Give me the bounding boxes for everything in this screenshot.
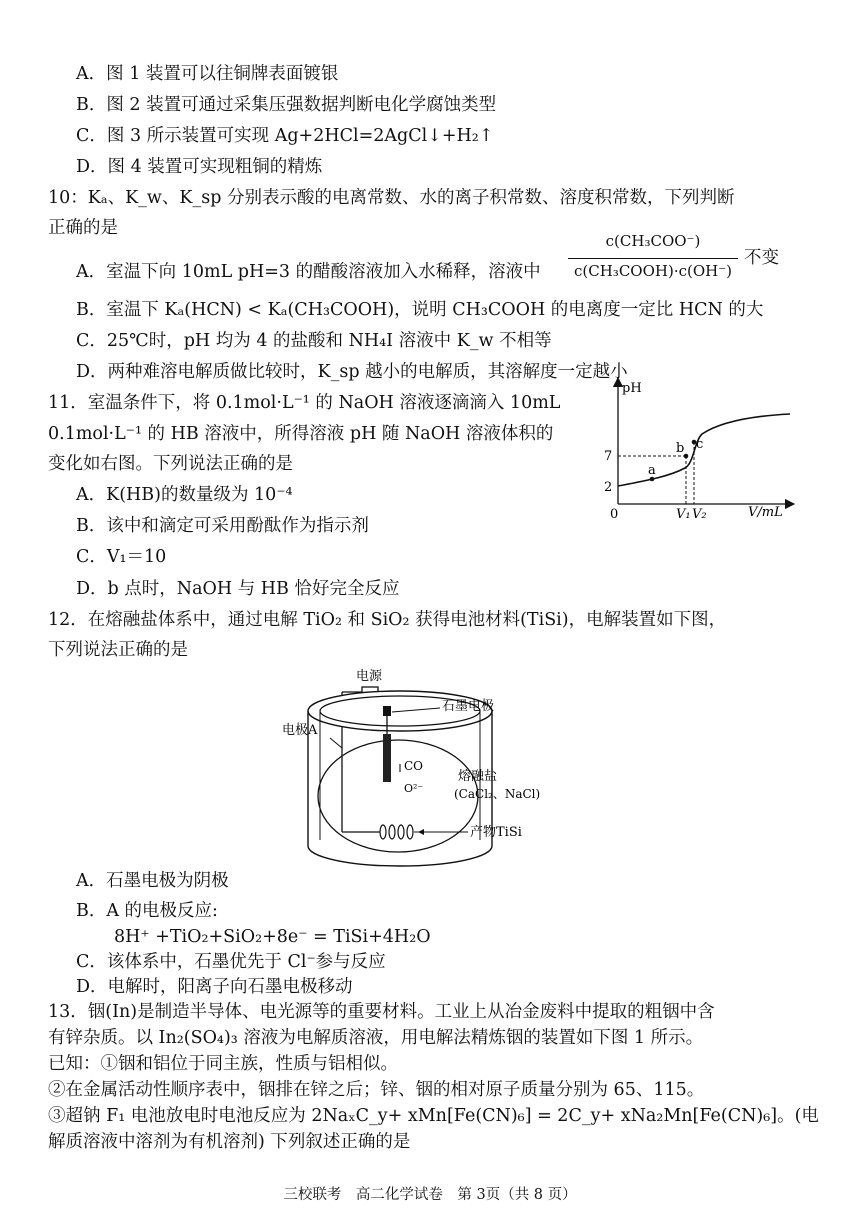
q9-option-b: B．图 2 装置可通过采集压强数据判断电化学腐蚀类型 bbox=[76, 95, 497, 115]
q11-stem-line1: 11．室温条件下，将 0.1mol·L⁻¹ 的 NaOH 溶液逐滴滴入 10mL bbox=[48, 393, 561, 413]
graph-point-c-label: c bbox=[696, 437, 704, 452]
graph-y-label: pH bbox=[622, 381, 642, 396]
q12-option-a: A．石墨电极为阴极 bbox=[76, 871, 229, 891]
q10-option-c: C．25℃时，pH 均为 4 的盐酸和 NH₄I 溶液中 K_w 不相等 bbox=[76, 331, 552, 351]
q10-stem-line2: 正确的是 bbox=[48, 218, 118, 238]
q12-option-b: B．A 的电极反应: bbox=[76, 901, 218, 921]
point-b bbox=[684, 454, 689, 459]
q13-line2: 有锌杂质。以 In₂(SO₄)₃ 溶液为电解质溶液，用电解法精炼铟的装置如下图 1 所示。 bbox=[48, 1028, 704, 1048]
q12-stem-line1: 12．在熔融盐体系中，通过电解 TiO₂ 和 SiO₂ 获得电池材料(TiSi)，电解装置如下图， bbox=[48, 610, 727, 630]
graphite-electrode-rod bbox=[383, 734, 391, 782]
q10-fraction-numerator: c(CH₃COO⁻) bbox=[605, 232, 701, 250]
q9-option-c: C．图 3 所示装置可实现 Ag+2HCl=2AgCl↓+H₂↑ bbox=[76, 126, 494, 146]
ph-curve bbox=[618, 414, 790, 486]
graph-x-label: V/mL bbox=[748, 505, 783, 520]
q11-option-b: B．该中和滴定可采用酚酞作为指示剂 bbox=[76, 516, 369, 536]
molten-salt-composition: (CaCl₂、NaCl) bbox=[454, 787, 541, 801]
graphite-electrode-top bbox=[383, 706, 391, 716]
graph-tick-2: 2 bbox=[604, 480, 613, 495]
graph-v2-label: V₂ bbox=[692, 507, 707, 522]
q11-option-c: C．V₁＝10 bbox=[76, 547, 167, 567]
q11-option-d: D．b 点时，NaOH 与 HB 恰好完全反应 bbox=[76, 579, 400, 599]
graph-tick-7: 7 bbox=[604, 449, 613, 464]
q10-stem-line1: 10：Kₐ、K_w、K_sp 分别表示酸的电离常数、水的离子积常数、溶度积常数，下列判断 bbox=[48, 188, 735, 208]
q10-option-a-tail: 不变 bbox=[744, 248, 779, 268]
q13-line3: 已知：①铟和铝位于同主族，性质与铝相似。 bbox=[48, 1054, 398, 1074]
electrolysis-apparatus-diagram bbox=[280, 668, 600, 878]
q13-line5: ③超钠 F₁ 电池放电时电池反应为 2NaₓC_y+ xMn[Fe(CN)₆] = 2C_y+ xNa₂Mn[Fe(CN)₆]。(电 bbox=[48, 1106, 819, 1126]
q11-stem-line2: 0.1mol·L⁻¹ 的 HB 溶液中，所得溶液 pH 随 NaOH 溶液体积的 bbox=[48, 424, 554, 444]
product-tisi-coil bbox=[407, 825, 413, 839]
q10-option-d: D．两种难溶电解质做比较时，K_sp 越小的电解质，其溶解度一定越小 bbox=[76, 362, 628, 382]
graph-origin: 0 bbox=[610, 507, 619, 522]
titration-curve-graph bbox=[590, 372, 800, 522]
graphite-electrode-label: 石墨电极 bbox=[442, 699, 495, 714]
graph-v1-label: V₁ bbox=[676, 507, 691, 522]
q9-option-d: D．图 4 装置可实现粗铜的精炼 bbox=[76, 157, 323, 177]
q10-option-b: B．室温下 Kₐ(HCN) < Kₐ(CH₃COOH)，说明 CH₃COOH 的电离度一定比 HCN 的大 bbox=[76, 300, 764, 320]
power-label: 电源 bbox=[356, 669, 383, 684]
o2-ion-label: O²⁻ bbox=[404, 782, 424, 795]
q12-option-d: D．电解时，阳离子向石墨电极移动 bbox=[76, 977, 353, 997]
graph-point-b-label: b bbox=[676, 441, 685, 456]
q10-option-a: A．室温下向 10mL pH=3 的醋酸溶液加入水稀释，溶液中 bbox=[76, 262, 541, 282]
q10-fraction-denominator: c(CH₃COOH)·c(OH⁻) bbox=[574, 262, 732, 280]
product-label: 产物TiSi bbox=[470, 825, 522, 840]
q12-option-b-equation: 8H⁺ +TiO₂+SiO₂+8e⁻ = TiSi+4H₂O bbox=[114, 927, 431, 947]
q11-option-a: A．K(HB)的数量级为 10⁻⁴ bbox=[76, 485, 293, 505]
page-footer: 三校联考 高二化学试卷 第 3页（共 8 页） bbox=[283, 1187, 577, 1203]
q10-fraction-bar bbox=[568, 258, 738, 259]
q11-stem-line3: 变化如右图。下列说法正确的是 bbox=[48, 454, 293, 474]
q9-option-a: A．图 1 装置可以往铜牌表面镀银 bbox=[76, 64, 339, 84]
q13-line4: ②在金属活动性顺序表中，铟排在锌之后；锌、铟的相对原子质量分别为 65、115。 bbox=[48, 1080, 705, 1100]
graph-point-a-label: a bbox=[648, 463, 656, 478]
q12-stem-line2: 下列说法正确的是 bbox=[48, 640, 188, 660]
electrode-a-label: 电极A bbox=[282, 723, 318, 738]
co-label: CO bbox=[404, 759, 424, 773]
q12-option-c: C．该体系中，石墨优先于 Cl⁻参与反应 bbox=[76, 952, 386, 972]
molten-salt-label: 熔融盐 bbox=[458, 769, 498, 784]
q13-line1: 13．铟(In)是制造半导体、电光源等的重要材料。工业上从冶金废料中提取的粗铟中含 bbox=[48, 1002, 715, 1022]
q13-line6: 解质溶液中溶剂为有机溶剂) 下列叙述正确的是 bbox=[48, 1132, 411, 1152]
